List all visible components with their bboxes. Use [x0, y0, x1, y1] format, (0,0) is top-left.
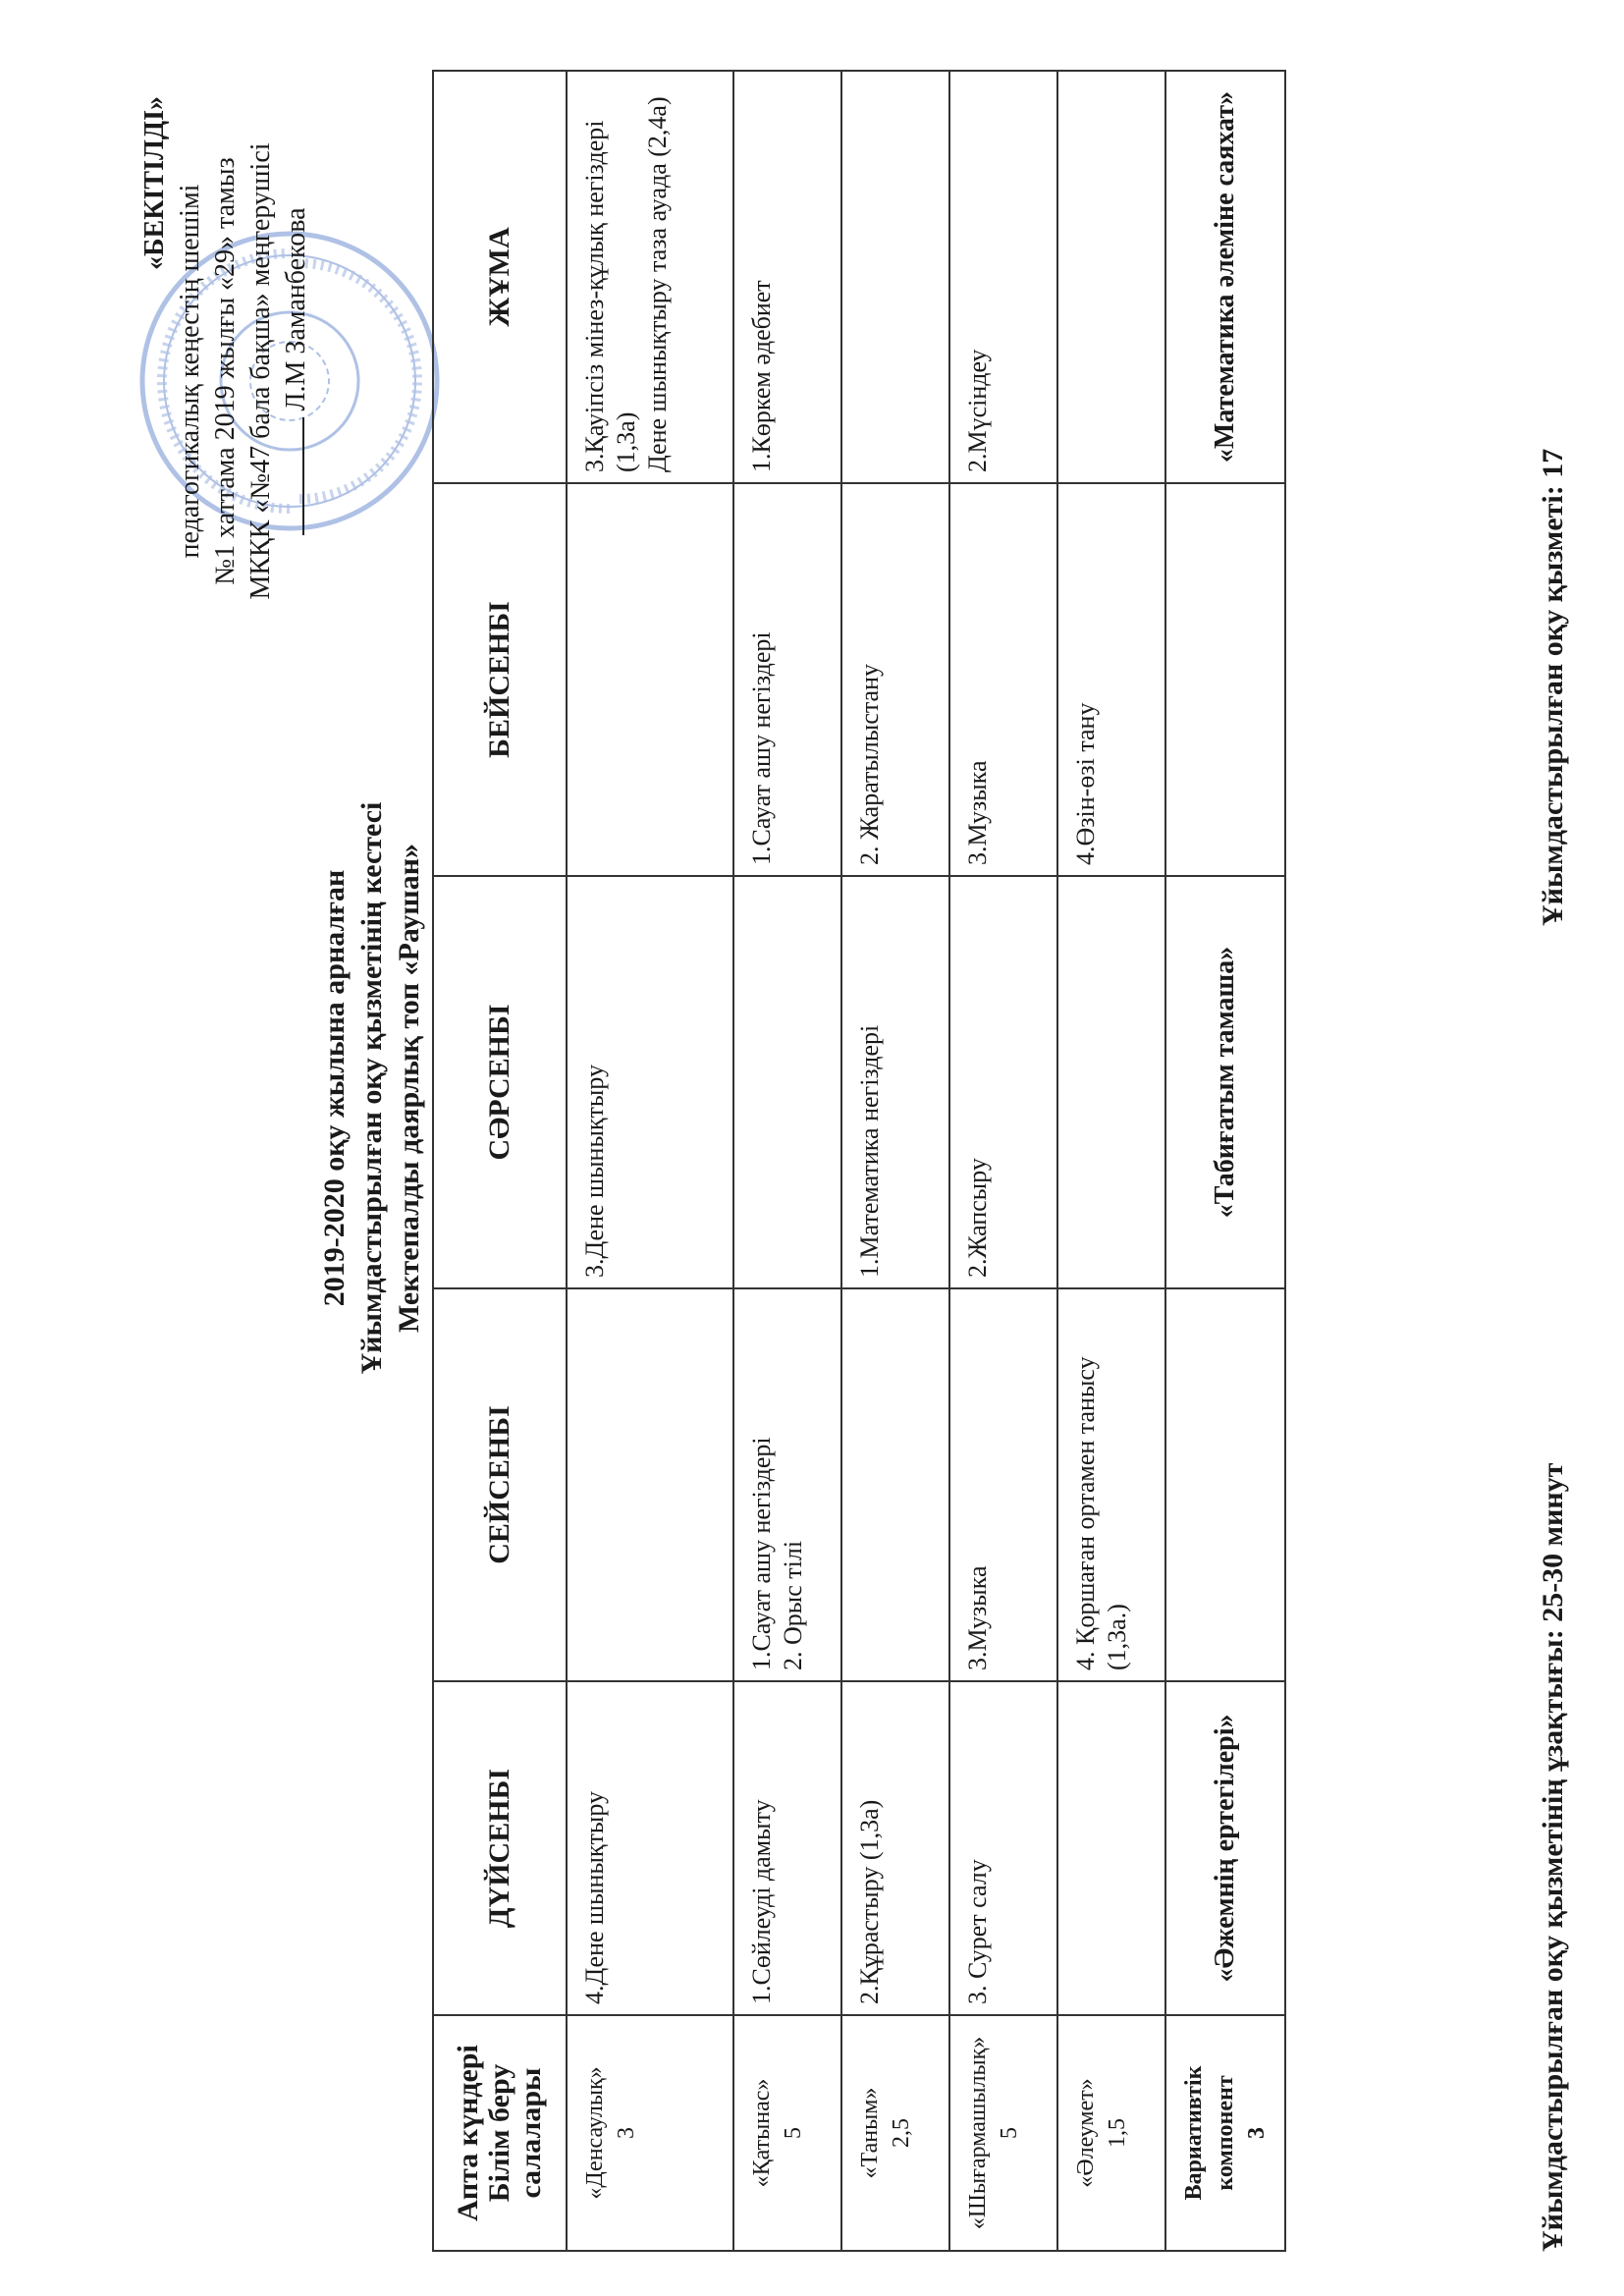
area-name: Вариативтік компонент: [1181, 2065, 1238, 2201]
approval-protocol: №1 хаттама 2019 жылғы «29» тамыз: [210, 157, 241, 585]
corner-header: [433, 2015, 567, 2251]
schedule-cell: 2.Құрастыру (1,3а): [841, 1681, 949, 2015]
approval-title: «БЕКІТІЛДІ»: [139, 96, 170, 270]
day-friday: ЖҰМА: [433, 71, 567, 483]
table-row: [841, 71, 949, 2251]
area-name: «Денсаулық»: [582, 2066, 608, 2200]
table-row: [1057, 71, 1165, 2251]
area-cell: [841, 2015, 949, 2251]
day-tuesday: СЕЙСЕНБІ: [433, 1288, 567, 1681]
heading-group: Мектепалды даярлық топ «Раушан»: [393, 844, 425, 1333]
schedule-cell: «Әжемнің ертегілері»: [1165, 1681, 1285, 2015]
area-hours: 5: [997, 2127, 1022, 2139]
area-cell: [1057, 2015, 1165, 2251]
schedule-cell: [733, 876, 841, 1288]
corner-areas: Білім беру салалары: [483, 2063, 547, 2203]
schedule-cell: 3.Музыка: [949, 483, 1057, 876]
schedule-cell: 3.Дене шынықтыру: [567, 876, 733, 1288]
schedule-cell: [1057, 1681, 1165, 2015]
area-hours: 5: [781, 2127, 806, 2139]
area-hours: 3: [1244, 2127, 1270, 2139]
schedule-cell: «Табиғатым тамаша»: [1165, 876, 1285, 1288]
schedule-cell: 3. Сурет салу: [949, 1681, 1057, 2015]
schedule-cell: [1057, 876, 1165, 1288]
approval-signature: [279, 57, 314, 685]
schedule-cell: [567, 483, 733, 876]
day-thursday: БЕЙСЕНБІ: [433, 483, 567, 876]
schedule-cell: [1165, 1288, 1285, 1681]
schedule-cell: 4.Өзін-өзі тану: [1057, 483, 1165, 876]
table-row: [949, 71, 1057, 2251]
area-name: «Шығармашылық»: [965, 2036, 991, 2230]
schedule-cell: [1057, 71, 1165, 483]
area-cell: [1165, 2015, 1285, 2251]
table-row: [733, 71, 841, 2251]
area-name: «Әлеумет»: [1073, 2078, 1099, 2188]
schedule-cell: 2. Жаратылыстану: [841, 483, 949, 876]
approval-director: МКҚК «№47 бала бақша» меңгерушісі: [245, 142, 276, 600]
day-monday: ДҮЙСЕНБІ: [433, 1681, 567, 2015]
schedule-cell: 1.Сөйлеуді дамыту: [733, 1681, 841, 2015]
area-hours: 2,5: [889, 2118, 914, 2148]
day-wednesday: СӘРСЕНБІ: [433, 876, 567, 1288]
corner-days: Апта күндері: [452, 2045, 484, 2221]
schedule-cell: 4.Дене шынықтыру: [567, 1681, 733, 2015]
schedule-cell: 3.Музыка: [949, 1288, 1057, 1681]
table-row: [567, 71, 733, 2251]
schedule-cell: [841, 71, 949, 483]
area-name: «Таным»: [857, 2087, 883, 2179]
area-cell: [567, 2015, 733, 2251]
schedule-cell: 1.Математика негіздері: [841, 876, 949, 1288]
schedule-cell: 2.Мүсіндеу: [949, 71, 1057, 483]
area-cell: [733, 2015, 841, 2251]
schedule-cell: 1.Сауат ашу негіздері: [733, 483, 841, 876]
schedule-cell: 1.Сауат ашу негіздері 2. Орыс тілі: [733, 1288, 841, 1681]
schedule-cell: 2.Жапсыру: [949, 876, 1057, 1288]
schedule-cell: [841, 1288, 949, 1681]
document-heading: [316, 666, 428, 1510]
approval-block: [137, 57, 363, 685]
area-cell: [949, 2015, 1057, 2251]
schedule-cell: 3.Қауіпсіз мінез-құлық негіздері (1,3а) Дене шынықтыру таза ауада (2,4а): [567, 71, 733, 483]
table-row: [1165, 71, 1285, 2251]
schedule-cell: [1165, 483, 1285, 876]
approval-council: педагогикалық кеңестің шешімі: [175, 184, 205, 559]
area-hours: 3: [614, 2127, 639, 2139]
heading-title: Ұйымдастырылған оқу қызметінің кестесі: [355, 801, 388, 1375]
count-note: Ұйымдастырылған оқу қызметі: 17: [1537, 448, 1569, 926]
schedule-table: [432, 70, 1286, 2252]
area-hours: 1,5: [1105, 2118, 1130, 2148]
schedule-cell: 4. Қоршаған ортамен танысу (1,3а.): [1057, 1288, 1165, 1681]
heading-year: 2019-2020 оқу жылына арналған: [318, 869, 351, 1307]
duration-note: Ұйымдастырылған оқу қызметінің ұзақтығы: 25-30 минут: [1537, 1462, 1569, 2252]
area-name: «Қатынас»: [749, 2078, 775, 2188]
table-header-row: [433, 71, 567, 2251]
schedule-cell: [567, 1288, 733, 1681]
schedule-cell: «Математика әлеміне саяхат»: [1165, 71, 1285, 483]
approval-text: [137, 57, 314, 685]
signature-mark: [302, 417, 304, 535]
approval-name: Л.М Заманбекова: [281, 207, 311, 411]
schedule-cell: 1.Көркем әдебиет: [733, 71, 841, 483]
